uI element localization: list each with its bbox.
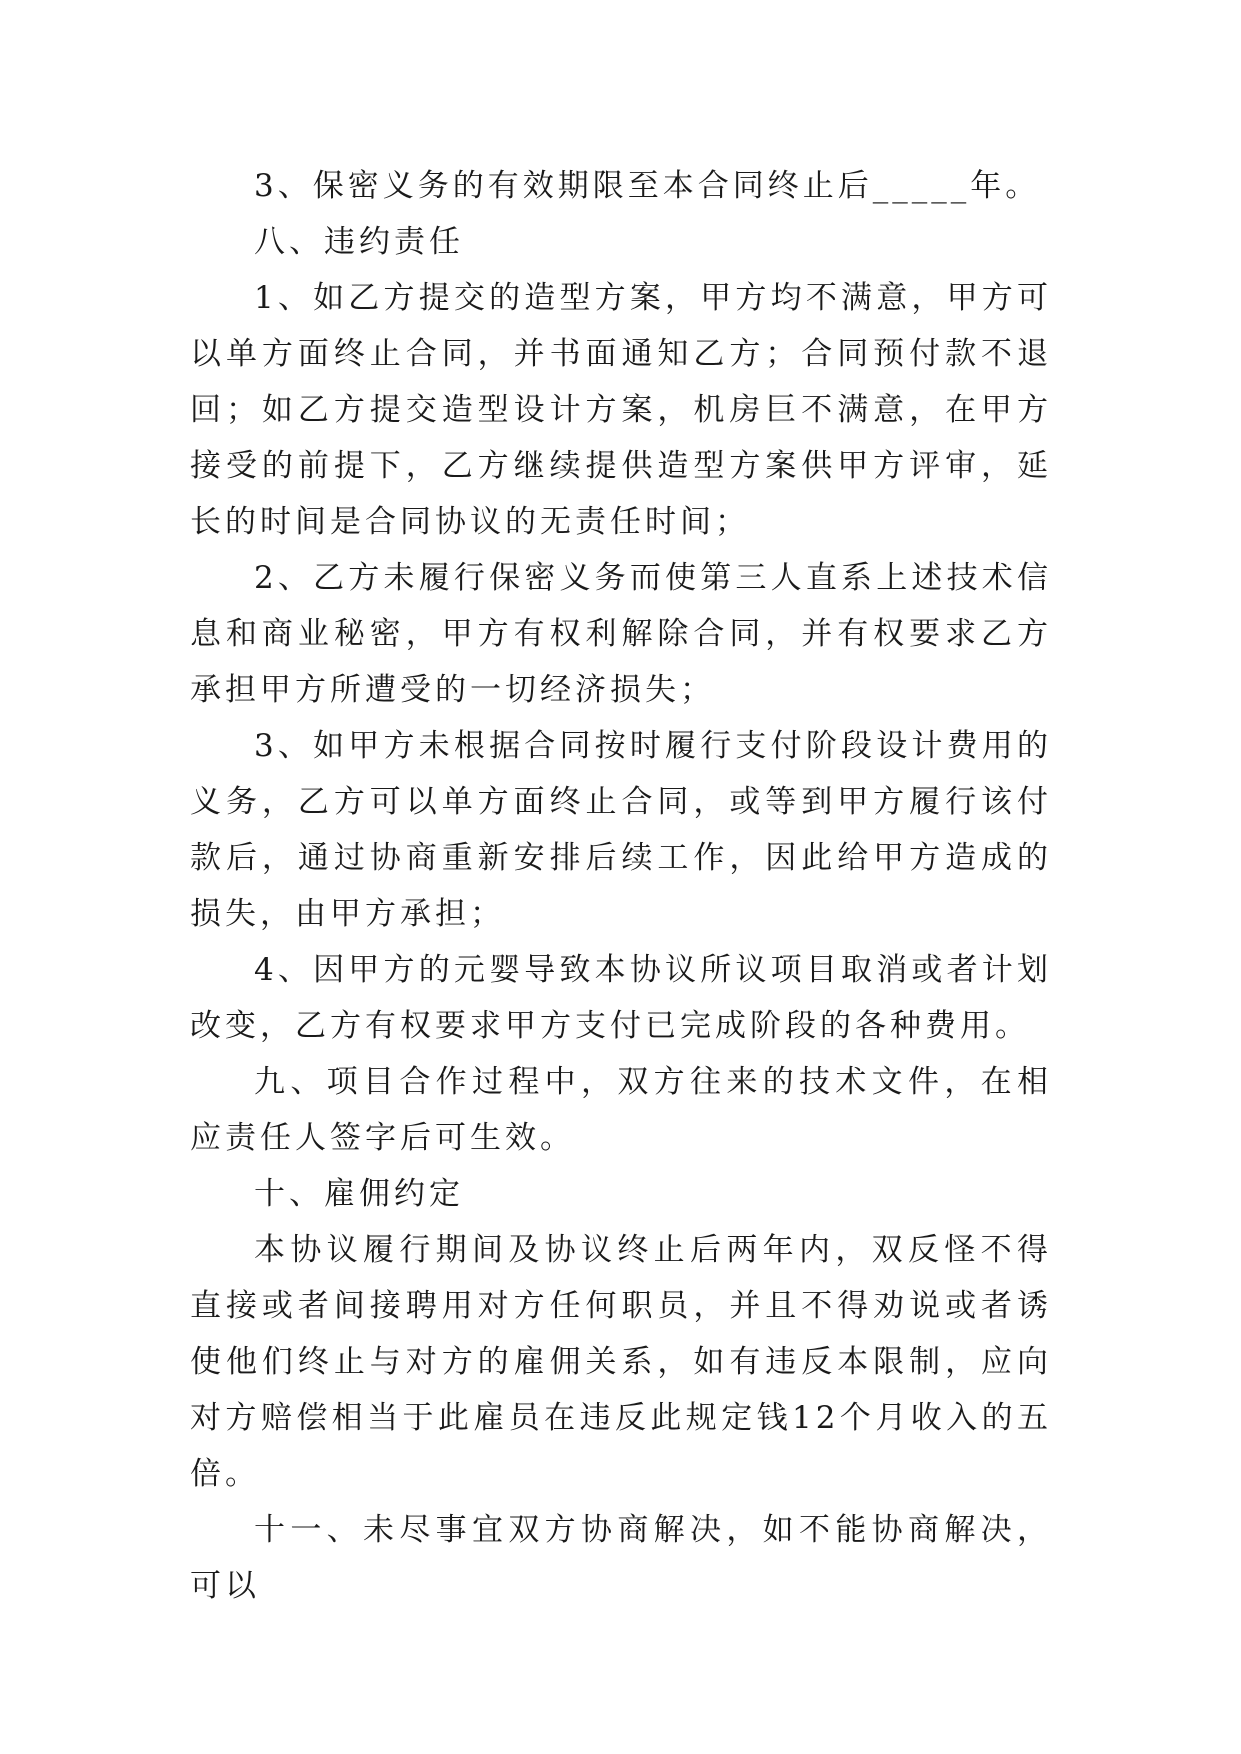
clause-3-confidentiality-term: 3、保密义务的有效期限至本合同终止后_____年。	[254, 168, 1041, 204]
breach-clause-4: 4、因甲方的元婴导致本协议所议项目取消或者计划改变，乙方有权要求甲方支付已完成阶段的各种费用。	[190, 952, 1052, 1044]
section-11-text: 十一、未尽事宜双方协商解决，如不能协商解决，可以	[190, 1512, 1052, 1604]
section-10-heading: 十、雇佣约定	[254, 1176, 464, 1212]
section-9-text: 九、项目合作过程中，双方往来的技术文件，在相应责任人签字后可生效。	[190, 1064, 1052, 1156]
breach-clause-2: 2、乙方未履行保密义务而使第三人直系上述技术信息和商业秘密，甲方有权利解除合同，并有权要求乙方承担甲方所遭受的一切经济损失；	[190, 560, 1052, 708]
breach-clause-1: 1、如乙方提交的造型方案，甲方均不满意，甲方可以单方面终止合同，并书面通知乙方；合同预付款不退回；如乙方提交造型设计方案，机房巨不满意，在甲方接受的前提下，乙方继续提供造型方案供甲方评审，延长的时间是合同协议的无责任时间；	[190, 280, 1052, 540]
breach-clause-3: 3、如甲方未根据合同按时履行支付阶段设计费用的义务，乙方可以单方面终止合同，或等到甲方履行该付款后，通过协商重新安排后续工作，因此给甲方造成的损失，由甲方承担；	[190, 728, 1052, 932]
section-8-heading: 八、违约责任	[254, 224, 464, 260]
document-body	[190, 158, 1052, 1614]
employment-clause: 本协议履行期间及协议终止后两年内，双反怪不得直接或者间接聘用对方任何职员，并且不得劝说或者诱使他们终止与对方的雇佣关系，如有违反本限制，应向对方赔偿相当于此雇员在违反此规定钱12个月收入的五倍。	[190, 1232, 1052, 1492]
